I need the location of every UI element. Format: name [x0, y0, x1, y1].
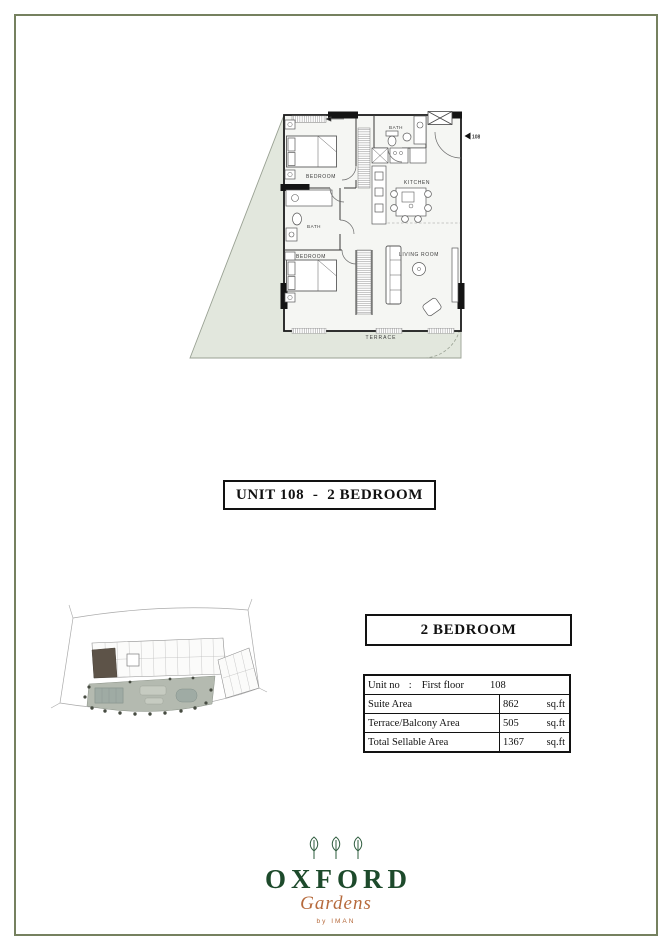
terrace-area-value: 505: [503, 717, 519, 729]
table-row-suite-area: [365, 694, 569, 713]
logo-wordmark: OXFORD: [265, 864, 412, 894]
unit-no-separator: :: [408, 679, 412, 691]
logo-script: Gardens: [300, 893, 372, 915]
room-label-bath2: BATH: [307, 224, 321, 229]
suite-area-value: 862: [503, 698, 519, 710]
room-label-bedroom1: BEDROOM: [305, 174, 337, 180]
unit-number-value: 108: [490, 679, 506, 691]
total-area-value: 1367: [503, 736, 524, 748]
suite-area-unit: sq.ft: [546, 698, 565, 710]
room-label-terrace: TERRACE: [365, 335, 397, 341]
trees-icon: [300, 835, 372, 865]
table-row-total-area: [365, 732, 569, 751]
unit-spec-table: [363, 674, 571, 753]
unit-title-banner: UNIT 108 - 2 BEDROOM: [223, 480, 436, 510]
room-label-kitchen: KITCHEN: [403, 180, 431, 186]
unit-entry-number: 108: [472, 134, 480, 141]
floor-plan-drawing: [180, 100, 480, 380]
unit-type-heading: 2 BEDROOM: [365, 614, 572, 646]
table-row-terrace-area: [365, 713, 569, 732]
total-area-unit: sq.ft: [546, 736, 565, 748]
highlighted-unit-108: [92, 648, 117, 678]
room-label-living-room: LIVING ROOM: [399, 252, 439, 258]
suite-area-label: Suite Area: [365, 695, 500, 713]
oxford-gardens-logo: [0, 835, 672, 925]
unit-no-label: Unit no: [368, 679, 400, 691]
unit-floor-value: First floor: [421, 679, 465, 691]
entry-arrow-icon: [465, 133, 471, 140]
core-block: [127, 654, 139, 666]
table-row-unit-no: [365, 676, 569, 694]
total-area-label: Total Sellable Area: [365, 733, 500, 751]
room-label-bedroom2: BEDROOM: [295, 254, 327, 260]
room-label-bath1: BATH: [389, 125, 403, 130]
key-plan: [45, 598, 280, 733]
unit-floor-plan: [180, 100, 480, 380]
terrace-area-label: Terrace/Balcony Area: [365, 714, 500, 732]
key-plan-drawing: [45, 598, 280, 733]
shaft-box: [428, 112, 452, 125]
logo-byline: by IMAN: [316, 918, 356, 926]
terrace-area-unit: sq.ft: [546, 717, 565, 729]
